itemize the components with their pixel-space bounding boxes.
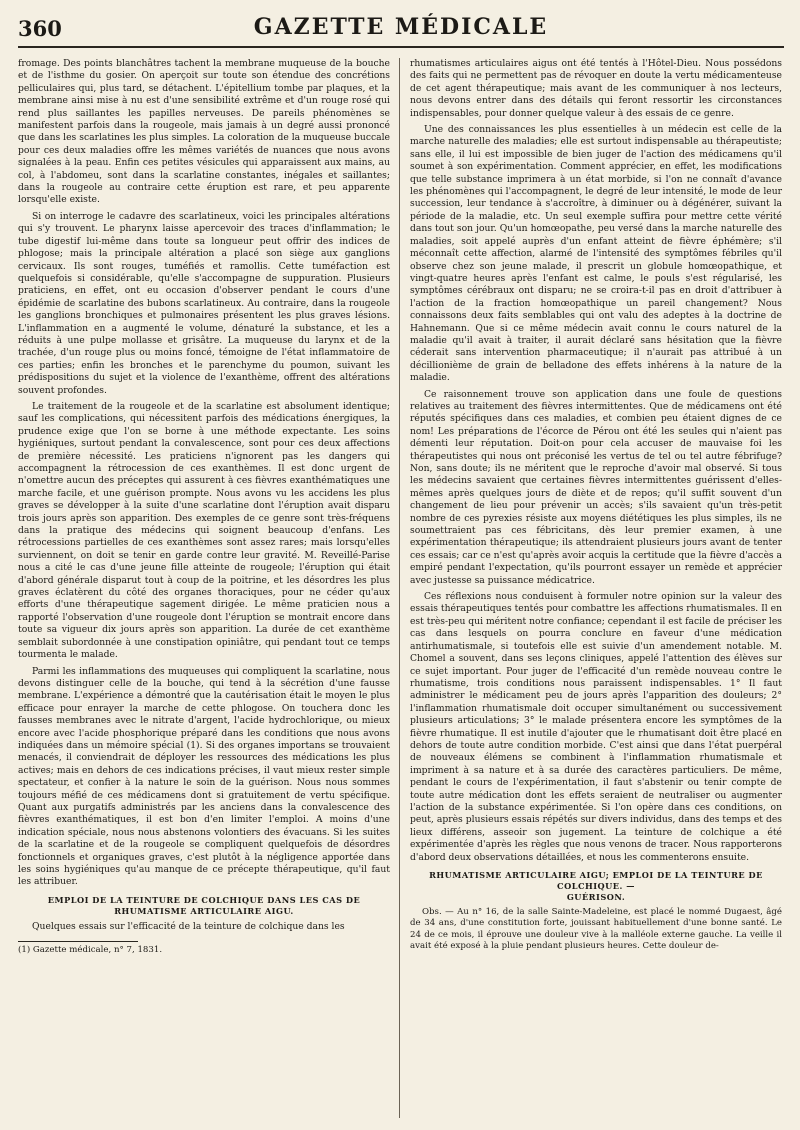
newspaper-page: [18, 10, 784, 1122]
journal-title: GAZETTE MÉDICALE: [253, 14, 549, 40]
page-number: 360: [18, 16, 62, 41]
article-paragraph: Une des connaissances les plus essentielles à un médecin est celle de la marche naturelle des maladies; elle est surtout indispensable au thérapeutiste; sans elle, il lui est impossible de bien juger de l'action des médicamens qu'il soumet à son expérimentation. Comment apprécier, en effet, les modifications que telle substance imprimera à un état morbide, si l'on ne connaît d'avance les phénomènes qui l'accompagnent, le degré de leur intensité, le mode de leur succession, leur tendance à s'accroître, à diminuer ou à dégénérer, suivant la période de la maladie, etc. Un seul exemple suffira pour mettre cette vérité dans tout son jour. Qu'un homœopathe, peu versé dans la marche naturelle des maladies, soit appelé auprès d'un enfant atteint de fièvre éphémère; s'il méconnaît cette affection, alarmé de l'intensité des symptômes fébriles qu'il observe chez son jeune malade, il prescrit un globule homœopathique, et vingt-quatre heures après l'enfant est calme, le pouls s'est régularisé, les symptômes cérébraux ont disparu; ne se croira-t-il pas en droit d'attribuer à l'action de la fraction homœopathique un pareil changement? Nous connaissons deux faits semblables qui ont valu des adeptes à la doctrine de Hahnemann. Que si ce même médecin avait connu le cours naturel de la maladie qu'il avait à traiter, il aurait déclaré sans hésitation que la fièvre céderait sans intervention pharmaceutique; il n'aurait pas attribué à un décillionième de grain de belladone des effets inhérens à la nature de la maladie.: [410, 124, 782, 384]
article-paragraph: Quelques essais sur l'efficacité de la teinture de colchique dans les: [32, 920, 345, 932]
article-paragraph: Si on interroge le cadavre des scarlatineux, voici les principales altérations qui s'y trouvent. Le pharynx laisse apercevoir des traces d'inflammation; le tube digestif lui-même dans toute sa longueur peut offrir des indices de phlogose; mais la principale altération a placé son siège aux ganglions cervicaux. Ils sont rouges, tuméfiés et ramollis. Cette tuméfaction est quelquefois si considérable, qu'elle s'accompagne de suppuration. Plusieurs praticiens, en effet, ont eu occasion d'observer pendant le cours d'une épidémie de scarlatine des bubons scarlatineux. Au contraire, dans la rougeole les ganglions bronchiques et pulmonaires présentent les plus graves lésions. L'inflammation en a augmenté le volume, dénaturé la substance, et les a réduits à une pulpe mollasse et grisâtre. La muqueuse du larynx et de la trachée, d'un rouge plus ou moins foncé, témoigne de l'état inflammatoire de ces parties; enfin les bronches et le parenchyme du poumon, suivant les prédispositions du sujet et la violence de l'exanthème, offrent des altérations souvent profondes.: [18, 210, 390, 396]
footnote: (1) Gazette médicale, n° 7, 1831.: [18, 945, 163, 956]
section-heading: EMPLOI DE LA TEINTURE DE COLCHIQUE DANS LES CAS DE RHUMATISME ARTICULAIRE AIGU.: [47, 894, 361, 916]
article-paragraph: Ces réflexions nous conduisent à formuler notre opinion sur la valeur des essais thérapeutiques tentés pour combattre les affections rhumatismales. Il en est très-peu qui méritent notre confiance; cependant il est facile de préciser les cas dans lesquels on pourra conclure en faveur d'une médication antirhumatismale, si toutefois elle est suivie d'un amendement notable. M. Chomel a souvent, dans ses leçons cliniques, appelé l'attention des élèves sur ce sujet important. Pour juger de l'efficacité d'un remède nouveau contre le rhumatisme, trois conditions nous paraissent indispensables. 1° Il faut administrer le médicament peu de jours après l'apparition des douleurs; 2° l'inflammation rhumatismale doit occuper simultanément ou successivement plusieurs articulations; 3° le malade présentera encore les symptômes de la fièvre rhumatique. Il est inutile d'ajouter que le rhumatisant doit être placé en dehors de toute autre condition morbide. C'est ainsi que dans l'état puerpéral de nouveaux élémens se combinent à l'inflammation rhumatismale et impriment à sa nature et à sa durée des caractères particuliers. De même, pendant le cours de l'expérimentation, il faut s'abstenir ou tenir compte de toute autre médication dont les effets seraient de neutraliser ou augmenter l'action de la substance expérimentée. Si l'on opère dans ces conditions, on peut, après plusieurs essais répétés sur divers individus, dans des temps et des lieux différens, asseoir son jugement. La teinture de colchique a été expérimentée d'après les règles que nous venons de tracer. Nous rapporterons d'abord deux observations détaillées, et nous les commenterons ensuite.: [410, 591, 782, 863]
article-paragraph: Ce raisonnement trouve son application dans une foule de questions relatives au traitement des fièvres intermittentes. Que de médicamens ont été réputés spécifiques dans ces maladies, et combien peu étaient dignes de ce nom! Les préparations de l'écorce de Pérou ont été les seules qui n'aient pas démenti leur réputation. Doit-on pour cela accuser de mauvaise foi les thérapeutistes qui nous ont préconisé les vertus de tel ou tel autre fébrifuge? Non, sans doute; ils ne méritent que le reproche d'avoir mal observé. Si tous les médecins savaient que certaines fièvres intermittentes guérissent d'elles-mêmes après quelques jours de diète et de repos; qu'il suffit souvent d'un changement de lieu pour prévenir un accès; s'ils savaient qu'un très-petit nombre de ces pyrexies résiste aux moyens diététiques les plus simples, ils ne soumettraient pas ces fébricitans, dès leur premier examen, à une expérimentation thérapeutique; ils attendraient plusieurs jours avant de tenter ces essais; car ce n'est qu'après avoir acquis la certitude que la fièvre d'accès a empiré pendant l'expectation, qu'ils pourront essayer un remède et apprécier avec justesse sa puissance médicatrice.: [410, 388, 782, 586]
article-paragraph: fromage. Des points blanchâtres tachent la membrane muqueuse de la bouche et de l'isthme du gosier. On aperçoit sur toute son étendue des concrétions pelliculaires qui, plus tard, se détachent. L'épitellium tombe par plaques, et la membrane ainsi mise à nu est d'une sensibilité extrême et d'un rouge rosé qui rend plus saillantes les papilles nerveuses. De pareils phénomènes se manifestent parfois dans la rougeole, mais jamais à un degré aussi prononcé que dans les scarlatines les plus simples. La coloration de la muqueuse buccale pour ces deux maladies offre les mêmes variétés de nuances que nous avons signalées à la peau. Enfin ces petites vésicules qui apparaissent aux mains, au col, à l'abdomeu, sont dans la scarlatine constantes, inégales et saillantes; dans la rougeole au contraire cette éruption est rare, et peu apparente lorsqu'elle existe.: [18, 58, 390, 206]
right-column: [410, 58, 782, 956]
case-observation: Obs. — Au n° 16, de la salle Sainte-Madeleine, est placé le nommé Dugaest, âgé de 34 ans, d'une constitution forte, jouissant habituellement d'une bonne santé. Le 24 de ce mois, il éprouve une douleur vive à la malléole externe gauche. La veille il avait été exposé à la pluie pendant plusieurs heures. Cette douleur de-: [410, 907, 782, 952]
case-heading-line: GUÉRISON.: [566, 892, 626, 902]
column-divider: [399, 58, 400, 1118]
case-heading-line: RHUMATISME ARTICULAIRE AIGU; EMPLOI DE LA TEINTURE DE COLCHIQUE. —: [429, 870, 763, 891]
case-heading: [410, 870, 782, 903]
article-paragraph: Parmi les inflammations des muqueuses qui compliquent la scarlatine, nous devons distinguer celle de la bouche, qui tend à la sécrétion d'une fausse membrane. L'expérience a démontré que la cautérisation était le moyen le plus efficace pour enrayer la marche de cette phlogose. On touchera donc les fausses membranes avec le nitrate d'argent, l'acide hydrochlorique, ou mieux encore avec l'acide phosphorique préparé dans les conditions que nous avons indiquées dans un mémoire spécial (1). Si des organes importans se trouvaient menacés, il conviendrait de déployer les ressources des médications les plus actives; mais en dehors de ces indications précises, il vaut mieux rester simple spectateur, et confier à la nature le soin de la guérison. Nous nous sommes toujours méfié de ces médicamens dont si gratuitement de vertu spécifique. Quant aux purgatifs administrés par les anciens dans la convalescence des fièvres exanthématiques, il est bon d'en limiter l'emploi. A moins d'une indication spéciale, nous nous abstenons volontiers des évacuans. Si les suites de la scarlatine et de la rougeole se compliquent quelquefois de désordres fonctionnels et organiques graves, c'est plutôt à la négligence apportée dans les soins hygiéniques qu'au manque de ce précepte thérapeutique, qu'il faut les attribuer.: [18, 665, 390, 888]
footnote-divider: [18, 941, 138, 942]
left-column: [18, 58, 390, 956]
article-paragraph: Le traitement de la rougeole et de la scarlatine est absolument identique; sauf les complications, qui nécessitent parfois des médications énergiques, la prudence exige que l'on se borne à une méthode expectante. Les soins hygiéniques, surtout pendant la convalescence, sont pour ces deux affections de première nécessité. Les praticiens n'ignorent pas les dangers qui accompagnent la rétrocession de ces exanthèmes. Il est donc urgent de n'omettre aucun des préceptes qui assurent à ces fièvres exanthématiques une marche facile, et une guérison prompte. Nous avons vu les accidens les plus graves se développer à la suite d'une scarlatine dont l'éruption avait disparu trois jours après son apparition. Des exemples de ce genre sont très-fréquens dans la pratique des médecins qui soignent beaucoup d'enfans. Les rétrocessions partielles de ces exanthèmes sont assez rares; mais lorsqu'elles surviennent, on doit se tenir en garde contre leur gravité. M. Reveillé-Parise nous a cité le cas d'une jeune fille atteinte de rougeole; l'éruption qui était d'abord générale disparut tout à coup de la poitrine, et les désordres les plus graves éclatèrent du côté des organes thoraciques, pour ne céder qu'aux efforts d'une thérapeutique sagement dirigée. Le même praticien nous a rapporté l'observation d'une rougeole dont l'éruption se montrait encore dans toute sa vigueur dix jours après son apparition. La durée de cet exanthème semblait subordonnée à une constipation opiniâtre, qui pendant tout ce temps tourmenta le malade.: [18, 400, 390, 661]
article-paragraph: rhumatismes articulaires aigus ont été tentés à l'Hôtel-Dieu. Nous possédons des faits qui ne permettent pas de révoquer en doute la vertu médicamenteuse de cet agent thérapeutique; mais avant de les communiquer à nos lecteurs, nous devons entrer dans des détails qui feront ressortir les circonstances indispensables, pour donner quelque valeur à des essais de ce genre.: [410, 58, 782, 119]
page-header: [18, 10, 784, 48]
